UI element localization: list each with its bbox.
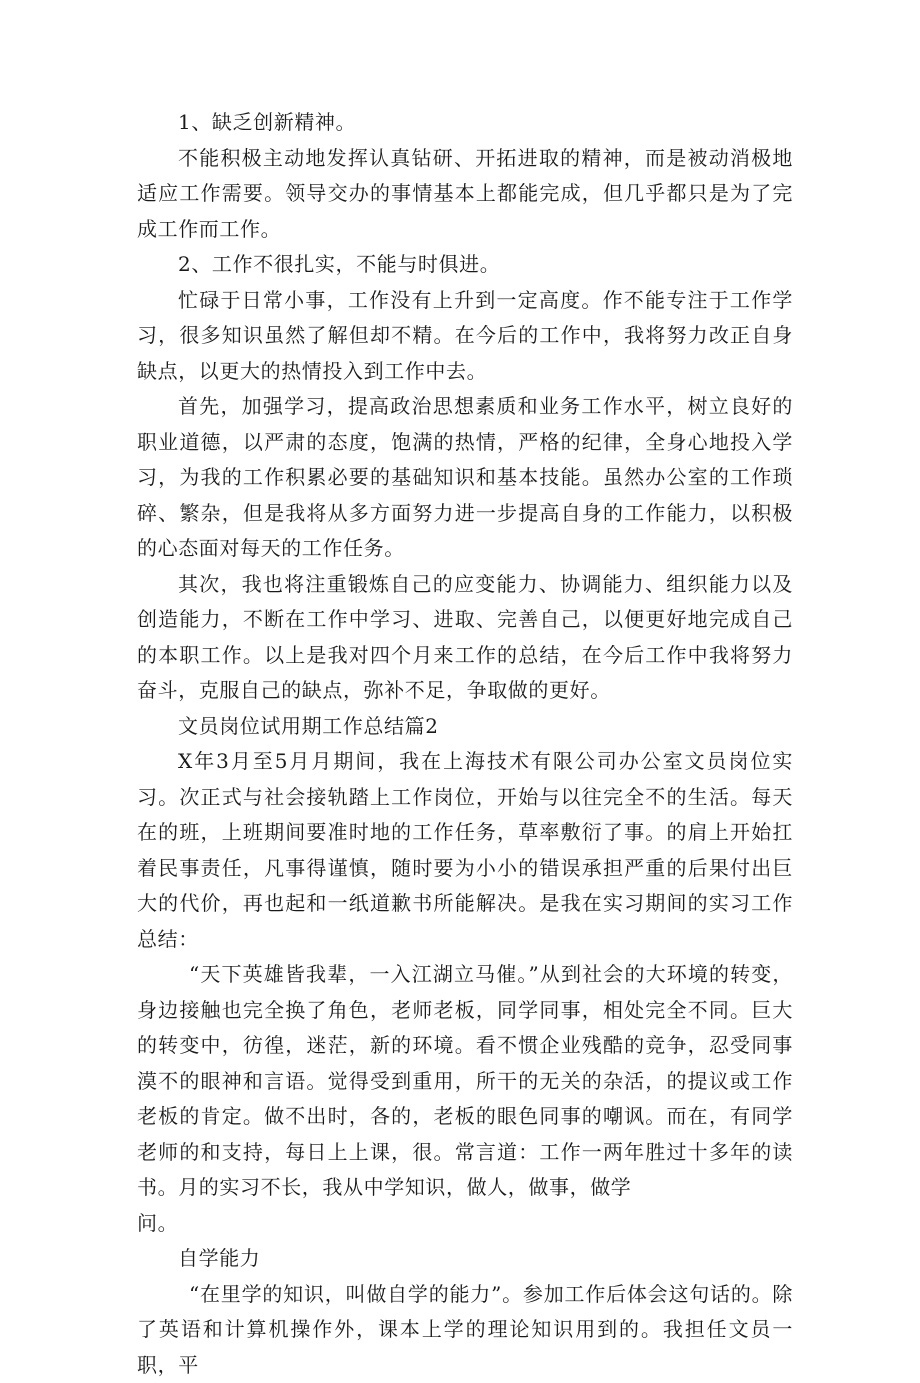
paragraph-second-abilities: 其次，我也将注重锻炼自己的应变能力、协调能力、组织能力以及创造能力，不断在工作中学习、进取、完善自己，以便更好地完成自己的本职工作。以上是我对四个月来工作的总结，在今后工作中我将努力奋斗，克服自己的缺点，弥补不足，争取做的更好。 xyxy=(137,567,793,709)
paragraph-internship-intro: X年3月至5月月期间，我在上海技术有限公司办公室文员岗位实习。次正式与社会接轨踏上工作岗位，开始与以往完全不的生活。每天在的班，上班期间要准时地的工作任务，草率敷衍了事。的肩上开始扛着民事责任，凡事得谨慎，随时要为小小的错误承担严重的后果付出巨大的代价，再也起和一纸道歉书所能解决。是我在实习期间的实习工作总结： xyxy=(137,744,793,957)
paragraph-first-study: 首先，加强学习，提高政治思想素质和业务工作水平，树立良好的职业道德，以严肃的态度，饱满的热情，严格的纪律，全身心地投入学习，为我的工作积累必要的基础知识和基本技能。虽然办公室的工作琐碎、繁杂，但是我将从多方面努力进一步提高自身的工作能力，以积极的心态面对每天的工作任务。 xyxy=(137,389,793,567)
document-body xyxy=(137,105,793,1383)
section-heading-self-study: 自学能力 xyxy=(137,1241,793,1277)
paragraph-daily-work: 忙碌于日常小事，工作没有上升到一定高度。作不能专注于工作学习，很多知识虽然了解但却不精。在今后的工作中，我将努力改正自身缺点，以更大的热情投入到工作中去。 xyxy=(137,283,793,390)
article-title-part-2: 文员岗位试用期工作总结篇2 xyxy=(137,709,793,745)
paragraph-continuation: 问。 xyxy=(137,1206,793,1242)
section-heading-solid-work: 2、工作不很扎实，不能与时俱进。 xyxy=(137,247,793,283)
paragraph-self-study: “在里学的知识，叫做自学的能力”。参加工作后体会这句话的。除了英语和计算机操作外，课本上学的理论知识用到的。我担任文员一职，平 xyxy=(137,1277,793,1383)
section-heading-innovation: 1、缺乏创新精神。 xyxy=(137,105,793,141)
paragraph-environment-change: “天下英雄皆我辈，一入江湖立马催。”从到社会的大环境的转变，身边接触也完全换了角色，老师老板，同学同事，相处完全不同。巨大的转变中，彷徨，迷茫，新的环境。看不惯企业残酷的竞争，忍受同事漠不的眼神和言语。觉得受到重用，所干的无关的杂活，的提议或工作老板的肯定。做不出时，各的，老板的眼色同事的嘲讽。而在，有同学老师的和支持，每日上上课，很。常言道：工作一两年胜过十多年的读书。月的实习不长，我从中学知识，做人，做事，做学 xyxy=(137,957,793,1206)
paragraph-innovation: 不能积极主动地发挥认真钻研、开拓进取的精神，而是被动消极地适应工作需要。领导交办的事情基本上都能完成，但几乎都只是为了完成工作而工作。 xyxy=(137,141,793,248)
